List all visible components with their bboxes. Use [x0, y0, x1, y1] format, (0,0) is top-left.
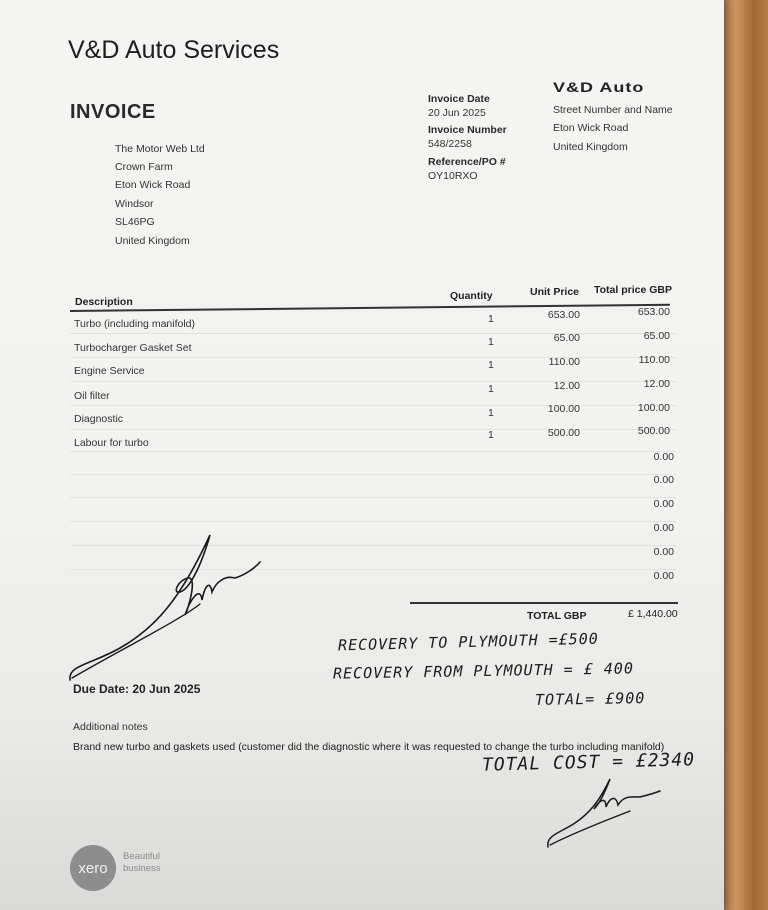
- bill-to-line: SL46PG: [115, 216, 155, 228]
- row-description: Engine Service: [74, 365, 145, 377]
- invoice-number-value: 548/2258: [428, 138, 472, 150]
- header-total-price: Total price GBP: [594, 284, 672, 296]
- row-divider: [70, 451, 676, 452]
- signature-icon: [540, 775, 665, 855]
- row-divider: [70, 429, 676, 430]
- row-total: 100.00: [637, 402, 670, 414]
- empty-row-total: 0.00: [653, 474, 674, 486]
- row-total: 500.00: [637, 425, 670, 437]
- bill-to-line: The Motor Web Ltd: [115, 143, 205, 155]
- row-total: 110.00: [638, 354, 670, 366]
- due-date: Due Date: 20 Jun 2025: [73, 682, 201, 696]
- header-quantity: Quantity: [450, 290, 493, 302]
- from-address-line: Street Number and Name: [553, 104, 673, 116]
- empty-row-total: 0.00: [653, 570, 674, 582]
- row-unit-price: 100.00: [547, 403, 580, 415]
- row-description: Turbocharger Gasket Set: [74, 342, 192, 354]
- row-description: Turbo (including manifold): [74, 318, 196, 330]
- row-divider: [70, 333, 676, 334]
- row-quantity: 1: [488, 407, 494, 419]
- reference-label: Reference/PO #: [428, 156, 506, 168]
- header-description: Description: [75, 296, 133, 308]
- from-address-line: Eton Wick Road: [553, 122, 629, 134]
- bill-to-line: Windsor: [115, 198, 154, 210]
- row-divider: [70, 521, 676, 522]
- row-description: Labour for turbo: [74, 437, 149, 449]
- empty-row-total: 0.00: [653, 451, 674, 463]
- xero-tagline: Beautiful business: [123, 851, 161, 874]
- total-value: £ 1,440.00: [628, 608, 678, 620]
- row-description: Diagnostic: [74, 413, 124, 425]
- row-total: 12.00: [643, 378, 670, 390]
- total-rule: [410, 602, 678, 604]
- invoice-date-value: 20 Jun 2025: [428, 107, 486, 119]
- row-divider: [70, 474, 676, 475]
- row-divider: [70, 405, 676, 406]
- reference-value: OY10RXO: [428, 170, 478, 182]
- from-logo-text: V&D Auto: [553, 80, 645, 95]
- handwritten-recovery-to: RECOVERY TO PLYMOUTH =£500: [337, 629, 600, 655]
- empty-row-total: 0.00: [653, 522, 674, 534]
- row-unit-price: 65.00: [553, 332, 580, 344]
- additional-notes-text: Brand new turbo and gaskets used (customer did the diagnostic where it was requested to change the turbo including manifold): [73, 741, 665, 753]
- from-address-line: United Kingdom: [553, 141, 628, 153]
- handwritten-recovery-total: TOTAL= £900: [534, 689, 646, 709]
- handwritten-total-cost: TOTAL COST = £2340: [481, 749, 696, 776]
- row-quantity: 1: [488, 336, 494, 348]
- row-total: 65.00: [643, 330, 670, 342]
- header-unit-price: Unit Price: [530, 286, 580, 298]
- row-divider: [70, 381, 676, 382]
- row-total: 653.00: [637, 306, 670, 318]
- invoice-date-label: Invoice Date: [428, 93, 490, 105]
- company-name: V&D Auto Services: [68, 36, 280, 64]
- xero-logo-badge: [70, 845, 116, 891]
- row-unit-price: 653.00: [547, 309, 580, 321]
- bill-to-line: Crown Farm: [115, 161, 173, 173]
- total-label: TOTAL GBP: [527, 610, 587, 622]
- row-description: Oil filter: [74, 390, 110, 402]
- additional-notes-label: Additional notes: [73, 721, 148, 733]
- row-quantity: 1: [488, 383, 494, 395]
- row-divider: [70, 357, 676, 358]
- bill-to-line: Eton Wick Road: [115, 179, 191, 191]
- invoice-title: INVOICE: [70, 101, 156, 123]
- empty-row-total: 0.00: [653, 546, 674, 558]
- signature-icon: [60, 530, 270, 690]
- handwritten-recovery-from: RECOVERY FROM PLYMOUTH = £ 400: [332, 659, 635, 683]
- row-unit-price: 110.00: [548, 356, 580, 368]
- bill-to-line: United Kingdom: [115, 235, 190, 247]
- empty-row-total: 0.00: [653, 498, 674, 510]
- invoice-number-label: Invoice Number: [428, 124, 507, 136]
- row-quantity: 1: [488, 429, 494, 441]
- row-unit-price: 12.00: [553, 380, 580, 392]
- row-divider: [70, 497, 676, 498]
- row-unit-price: 500.00: [547, 427, 580, 439]
- row-quantity: 1: [488, 359, 494, 371]
- row-quantity: 1: [488, 313, 494, 325]
- xero-logo-text: xero: [78, 859, 108, 877]
